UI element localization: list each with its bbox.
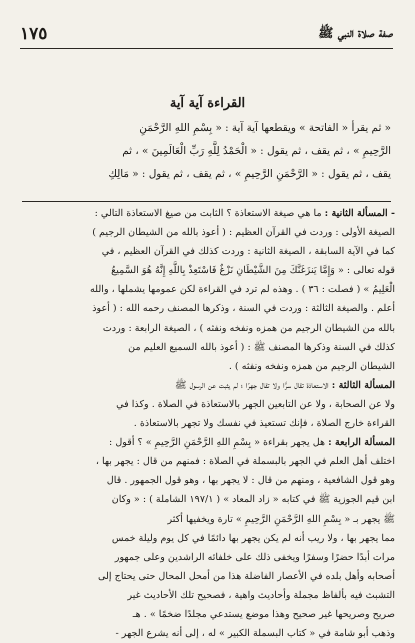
footnote-text: ابن قيم الجوزية ﷺ في كتابه « زاد المعاد » ( ١٩٧/١ الشاملة ) : « وكان [111,494,395,506]
footnote-text: الاستعاذة تقال سرًّا ولا تقال جهرًا ؛ لم يثبت عن الرسول ﷺ [175,379,332,391]
footnote-line [18,433,395,452]
footnote-text: الشيطان الرجيم من همزه ونفخه ونفثه ) . [228,360,395,372]
footnote-line [18,490,395,509]
footnote-text: قوله تعالى : « وَإِمَّا يَنزَغَنَّكَ مِنَ الشَّيْطَانِ نَزْغٌ فَاسْتَعِذْ بِاللَّهِ إِنَّهُ هُوَ السَّمِيعُ [111,265,395,277]
footnote-text: ولا عن الصحابة ، ولا عن التابعين الجهر بالاستعاذة في الصلاة . وكذا في [116,398,395,410]
footnote-line [18,338,395,357]
footnote-text: الصيغة الأولى : وردت في القرآن العظيم : ( أعوذ بالله من الشيطان الرجيم ) [92,227,395,239]
footnote-text: هل يجهر بقراءة « بِسْمِ اللهِ الرَّحْمَنِ الرَّحِيمِ » ؟ أقول : [109,437,329,449]
page-number: ١٧٥ [20,24,48,44]
footnote-text: القراءة خارج الصلاة ، فإنك تستعيذ في نفسك ولا تجهر بالاستعاذة . [133,418,395,430]
issue-label: - المسألة الثانية : [324,208,395,219]
footnote-line [18,548,395,567]
footnote-line [18,529,395,548]
footnote-divider [22,201,391,202]
running-title: صفة صلاة النبي ﷺ [318,25,393,40]
footnote-text: اختلف أهل العلم في الجهر بالبسملة في الصلاة : فمنهم من قال : يجهر بها ، [95,456,395,468]
footnote-text: بالله من الشيطان الرجيم من همزه ونفخه ونفثه ) ، الصيغة الرابعة : وردت [102,322,395,334]
issue-label: المسألة الثالثة : [331,379,395,391]
page-header [20,22,393,49]
footnote-line [18,510,395,529]
footnote-line [18,261,395,280]
footnote-text: التشبث فيه بألفاظ مجملة وأحاديث واهية ، فصحيح تلك الأحاديث غير [127,589,395,601]
footnote-line [18,471,395,490]
footnote-text: كذلك في السنة وذكرها المصنف ﷺ : ( أعوذ بالله السميع العليم من [128,341,395,353]
footnotes [18,204,395,643]
footnote-line [18,357,395,376]
footnote-text: صريح وصريحها غير صحيح وهذا موضع يستدعي مجلدًا ضخمًا » . هـ [132,608,395,620]
footnote-text: الْعَلِيمُ » ( فصلت : ٣٦ ) . وهذه لم ترد في القراءة لكن عمومها يشملها ، والله [90,284,395,296]
footnote-text: أعلم . والصيغة الثالثة : وردت في السنة ، وذكرها المصنف رحمه الله : ( أعوذ [92,303,395,315]
footnote-text: ما هي صيغة الاستعاذة ؟ الثابت من صيغ الاستعاذة التالي : [94,208,325,219]
footnote-line [18,223,395,242]
footnote-line [18,280,395,299]
footnote-line [18,319,395,338]
footnote-line [18,624,395,643]
footnote-text: وذهب أبو شامة في « كتاب البسملة الكبير » له ، إلى أنه يشرع الجهر - [115,628,395,640]
text-line: الرَّحِيمِ » ، ثم يقف ، ثم يقول : « الْحَمْدُ لِلَّهِ رَبِّ الْعَالَمِينَ » ، ثم [122,145,391,157]
main-text [22,117,391,186]
footnote-text: مما يجهر بها ، ولا ريب أنه لم يكن يجهر بها دائمًا في كل يوم وليلة خمس [111,532,395,544]
text-line: « ثم يقرأ « الفاتحة » ويقطعها آية آية : « بِسْمِ اللهِ الرَّحْمَنِ [139,122,391,134]
footnote-text: وهو قول الشافعية ، ومنهم من قال : لا يجهر بها ، وهو قول الجمهور . قال [106,475,395,487]
footnote-text: كما في الآية السابقة ، الصيغة الثانية : وردت كذلك في القرآن العظيم ، في [101,246,395,258]
footnote-line [18,586,395,605]
section-heading: القراءة آية آية [169,96,246,111]
footnote-line [18,376,395,395]
footnote-line [18,299,395,318]
footnote-line [18,452,395,471]
footnote-text: ﷺ يجهر بـ « بِسْمِ اللهِ الرَّحْمَنِ الرَّحِيمِ » تارة ويخفيها أكثر [167,513,395,525]
footnote-text: مرات أبدًا حضرًا وسفرًا ويخفى ذلك على خلفائه الراشدين وعلى جمهور [114,551,395,563]
footnote-line [18,414,395,433]
footnote-line [18,605,395,624]
footnote-line [18,242,395,261]
text-line: يقف ، ثم يقول : « الرَّحْمَنِ الرَّحِيمِ » ، ثم يقف ، ثم يقول : « مَالِكِ [108,168,391,180]
footnote-line [18,567,395,586]
footnote-line [18,395,395,414]
footnote-text: أصحابه وأهل بلده في الأعصار الفاضلة هذا من أمحل المحال حتى يحتاج إلى [98,570,395,582]
footnote-line [18,204,395,223]
issue-label: المسألة الرابعة : [328,437,395,449]
